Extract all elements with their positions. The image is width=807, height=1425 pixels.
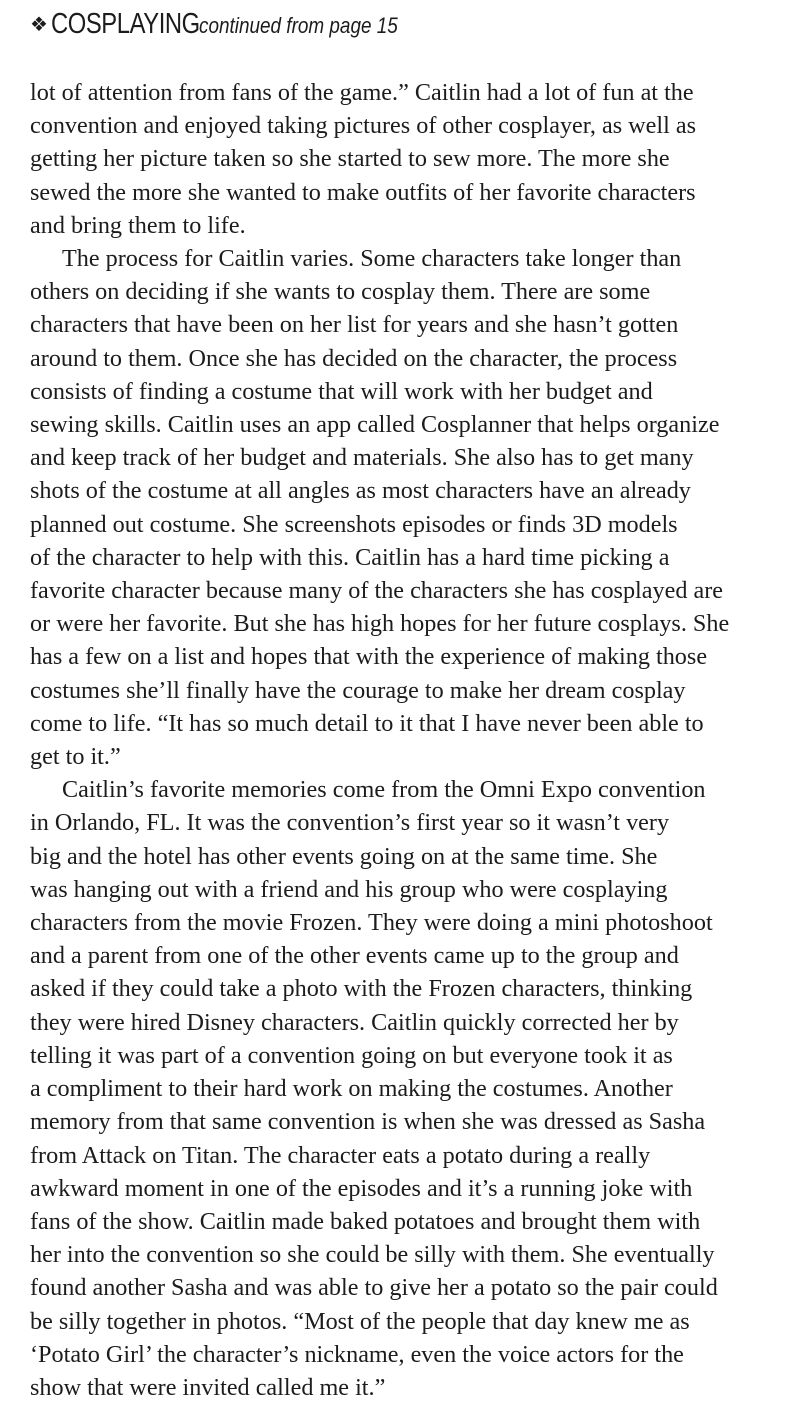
continuation-header (30, 8, 787, 44)
text-line: in Orlando, FL. It was the convention’s first year so it wasn’t very (30, 809, 670, 837)
text-line: getting her picture taken so she started to sew more. The more she (30, 145, 670, 173)
text-line: memory from that same convention is when she was dressed as Sasha (30, 1108, 706, 1136)
text-line: others on deciding if she wants to cosplay them. There are some (30, 278, 651, 306)
text-line: come to life. “It has so much detail to it that I have never been able to (30, 709, 704, 737)
text-line: costumes she’ll finally have the courage to make her dream cosplay (30, 676, 686, 704)
text-line: has a few on a list and hopes that with the experience of making those (30, 643, 708, 671)
text-line: or were her favorite. But she has high hopes for her future cosplays. She (30, 610, 730, 638)
text-line: get to it.” (30, 743, 121, 771)
text-line: characters that have been on her list for years and she hasn’t gotten (30, 311, 679, 339)
text-line: big and the hotel has other events going on at the same time. She (30, 842, 658, 870)
text-line: sewing skills. Caitlin uses an app called Cosplanner that helps organize (30, 411, 720, 439)
text-line: show that were invited called me it.” (30, 1373, 386, 1401)
text-line: fans of the show. Caitlin made baked potatoes and brought them with (30, 1207, 701, 1235)
paragraph-1 (30, 76, 805, 242)
text-line: from Attack on Titan. The character eats a potato during a really (30, 1141, 651, 1169)
text-line: convention and enjoyed taking pictures of other cosplayer, as well as (30, 112, 696, 140)
diamond-ornament-icon: ❖ (30, 12, 48, 36)
text-line: of the character to help with this. Caitlin has a hard time picking a (30, 543, 670, 571)
text-line: Caitlin’s favorite memories come from the Omni Expo convention (62, 776, 706, 804)
article-body (30, 76, 805, 1404)
text-line: her into the convention so she could be silly with them. She eventually (30, 1241, 715, 1269)
text-line: they were hired Disney characters. Caitlin quickly corrected her by (30, 1008, 679, 1036)
text-line: awkward moment in one of the episodes and it’s a running joke with (30, 1174, 693, 1202)
section-title: COSPLAYING (50, 8, 200, 40)
continued-note: continued from page 15 (198, 13, 398, 38)
text-line: consists of finding a costume that will work with her budget and (30, 377, 653, 405)
text-line: and keep track of her budget and materials. She also has to get many (30, 444, 694, 472)
text-line: asked if they could take a photo with the Frozen characters, thinking (30, 975, 693, 1003)
text-line: was hanging out with a friend and his group who were cosplaying (30, 875, 668, 903)
text-line: and a parent from one of the other events came up to the group and (30, 942, 679, 970)
text-line: characters from the movie Frozen. They were doing a mini photoshoot (30, 909, 713, 937)
text-line: a compliment to their hard work on making the costumes. Another (30, 1075, 673, 1103)
paragraph-2 (30, 242, 805, 773)
text-line: ‘Potato Girl’ the character’s nickname, even the voice actors for the (30, 1340, 684, 1368)
text-line: shots of the costume at all angles as most characters have an already (30, 477, 691, 505)
text-line: around to them. Once she has decided on the character, the process (30, 344, 678, 372)
text-line: sewed the more she wanted to make outfits of her favorite characters (30, 178, 696, 206)
text-line: The process for Caitlin varies. Some characters take longer than (62, 245, 682, 273)
text-line: lot of attention from fans of the game.” Caitlin had a lot of fun at the (30, 79, 694, 106)
text-line: be silly together in photos. “Most of the people that day knew me as (30, 1307, 690, 1335)
text-line: found another Sasha and was able to give her a potato so the pair could (30, 1274, 718, 1302)
text-line: telling it was part of a convention going on but everyone took it as (30, 1041, 673, 1069)
paragraph-3 (30, 773, 805, 1404)
text-line: favorite character because many of the characters she has cosplayed are (30, 577, 723, 605)
text-line: and bring them to life. (30, 211, 246, 239)
text-line: planned out costume. She screenshots episodes or finds 3D models (30, 510, 678, 538)
